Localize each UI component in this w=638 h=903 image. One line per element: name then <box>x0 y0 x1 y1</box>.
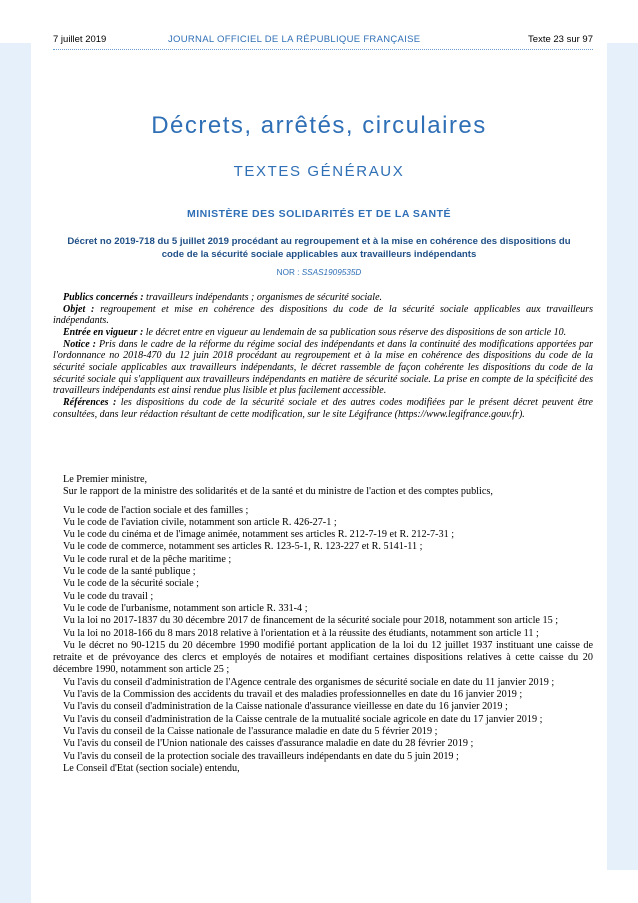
body-paragraph: Vu l'avis de la Commission des accidents du travail et des maladies professionnelles en date du 16 janvier 2019 ; <box>63 689 523 701</box>
summary-label: Notice : <box>63 338 96 350</box>
body-paragraph: Vu l'avis du conseil d'administration de l'Agence centrale des organismes de sécurité sociale en date du 11 janvier 2019 ; <box>63 676 555 688</box>
summary-text: Pris dans le cadre de la réforme du régime social des indépendants et dans la continuité des modifications apportées par l'ordonnance no 2018-470 du 12 juin 2018 procédant au regroupement et à la mise en cohérence des dispositions du code de la sécurité sociale applicables aux travailleurs indépendants, le décret rassemble de façon cohérente les dispositions du code de la sécurité sociale qui s'appliquent aux travailleurs indépendants en matière de sécurité sociale. La prise en compte de la spécificité des travailleurs indépendants est ainsi rendue plus lisible et plus facilement accessible. <box>53 338 594 397</box>
publication-date: 7 juillet 2019 <box>53 34 107 45</box>
ministry-name: MINISTÈRE DES SOLIDARITÉS ET DE LA SANTÉ <box>186 208 452 220</box>
summary-paragraph <box>53 327 593 339</box>
header-divider <box>53 49 593 50</box>
running-header <box>53 34 593 48</box>
body-paragraph: Vu le code de l'aviation civile, notamment son article R. 426-27-1 ; <box>63 516 337 528</box>
body-paragraph: Vu l'avis du conseil d'administration de la Caisse nationale d'assurance vieillesse en date du 16 janvier 2019 ; <box>63 701 508 713</box>
journal-name: JOURNAL OFFICIEL DE LA RÉPUBLIQUE FRANÇAISE <box>168 34 421 45</box>
summary-text: regroupement et mise en cohérence des dispositions du code de la sécurité sociale applicables aux travailleurs indépendants. <box>53 303 593 327</box>
body-paragraph: Vu le code de commerce, notamment ses articles R. 123-5-1, R. 123-227 et R. 5141-11 ; <box>63 541 423 553</box>
summary-text: les dispositions du code de la sécurité sociale et des autres codes modifiées par le présent décret peuvent être consultées, dans leur rédaction résultant de cette modification, sur le site Légifrance (https://www.legifrance.gouv.fr). <box>53 396 593 420</box>
body-paragraph: Vu le code rural et de la pêche maritime ; <box>63 553 232 565</box>
body-paragraph: Vu l'avis du conseil de la Caisse nationale de l'assurance maladie en date du 5 février 2019 ; <box>63 725 438 737</box>
body-paragraph: Le Conseil d'Etat (section sociale) entendu, <box>63 762 240 774</box>
nor-value: SSAS1909535D <box>301 268 362 277</box>
body-paragraph: Le Premier ministre, <box>63 474 148 485</box>
body-paragraph: Vu l'avis du conseil de la protection sociale des travailleurs indépendants en date du 5 juin 2019 ; <box>63 750 459 762</box>
body-paragraph: Vu l'avis du conseil de l'Union nationale des caisses d'assurance maladie en date du 28 février 2019 ; <box>63 738 474 750</box>
text-number: Texte 23 sur 97 <box>528 34 593 45</box>
summary-text: le décret entre en vigueur au lendemain de sa publication sous réserve des dispositions de son article 10. <box>143 326 567 338</box>
decree-summary <box>53 292 593 420</box>
body-paragraph: Vu le code de l'urbanisme, notamment son article R. 331-4 ; <box>63 602 308 614</box>
body-paragraph: Vu le code de l'action sociale et des familles ; <box>63 504 249 516</box>
body-paragraph: Vu l'avis du conseil d'administration de la Caisse centrale de la mutualité sociale agricole en date du 17 janvier 2019 ; <box>63 713 543 725</box>
right-margin-band <box>607 43 638 870</box>
summary-paragraph <box>53 397 593 420</box>
body-paragraph: Vu le code du cinéma et de l'image animée, notamment ses articles R. 212-7-19 et R. 212-7-31 ; <box>63 529 455 541</box>
body-paragraph: Vu le code du travail ; <box>63 590 154 602</box>
body-paragraph: Vu la loi no 2017-1837 du 30 décembre 2017 de financement de la sécurité sociale pour 2018, notamment son article 15 ; <box>63 615 559 627</box>
summary-label: Publics concernés : <box>63 292 144 303</box>
nor-label: NOR : <box>276 268 302 277</box>
decree-title: Décret no 2019-718 du 5 juillet 2019 procédant au regroupement et à la mise en cohérence des dispositions du code de la sécurité sociale applicables aux travailleurs indépendants <box>67 236 571 260</box>
summary-text: travailleurs indépendants ; organismes de sécurité sociale. <box>143 292 383 303</box>
body-paragraph: Sur le rapport de la ministre des solidarités et de la santé et du ministre de l'action et des comptes publics, <box>63 486 493 498</box>
summary-paragraph <box>53 292 593 304</box>
document-page <box>31 0 607 903</box>
summary-label: Références : <box>63 396 117 408</box>
left-margin-band <box>0 43 31 903</box>
decree-body <box>53 474 593 775</box>
section-title: TEXTES GÉNÉRAUX <box>233 163 405 180</box>
body-paragraph: Vu le décret no 90-1215 du 20 décembre 1990 modifié portant application de la loi du 12 juillet 1937 instituant une caisse de retraite et de prévoyance des clercs et employés de notaires et modifiant certaines dispositions relatives à cette caisse du 20 décembre 1990, notamment son article 25 ; <box>53 639 593 676</box>
page-margin-top-left <box>0 0 31 43</box>
summary-label: Entrée en vigueur : <box>63 326 144 338</box>
body-paragraph: Vu la loi no 2018-166 du 8 mars 2018 relative à l'orientation et à la réussite des étudiants, notamment son article 11 ; <box>63 627 539 639</box>
nor-reference <box>31 268 607 277</box>
body-paragraph: Vu le code de la santé publique ; <box>63 566 196 578</box>
summary-paragraph <box>53 339 593 397</box>
summary-label: Objet : <box>63 303 95 315</box>
main-title: Décrets, arrêtés, circulaires <box>151 112 487 139</box>
summary-paragraph <box>53 304 593 327</box>
body-paragraph: Vu le code de la sécurité sociale ; <box>63 578 200 590</box>
